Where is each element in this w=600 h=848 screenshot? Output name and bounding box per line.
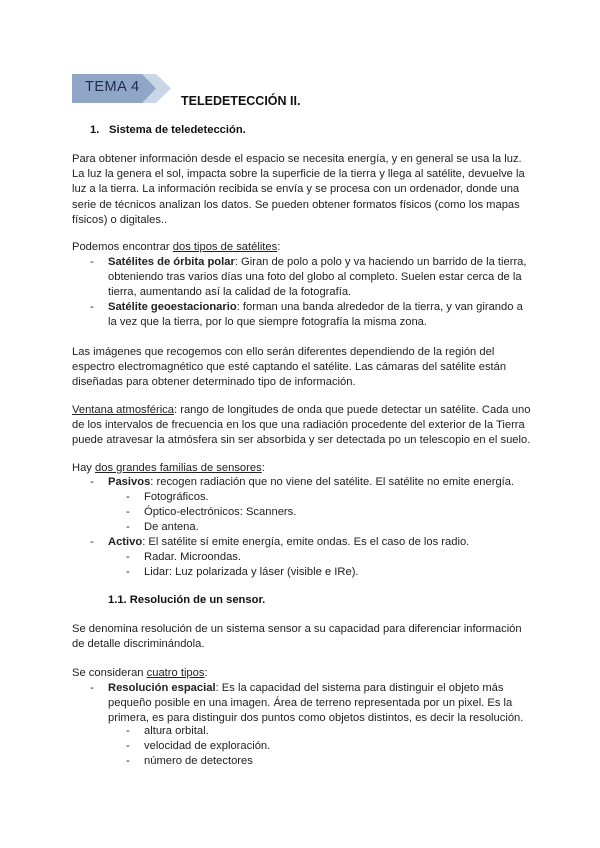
page-title: TELEDETECCIÓN II. bbox=[181, 94, 301, 108]
term-pasivos: Pasivos bbox=[108, 476, 151, 488]
sublist-item bbox=[126, 565, 359, 580]
sensors-link-text: dos grandes familias de sensores bbox=[95, 462, 262, 474]
sublist-text: Lidar: Luz polarizada y láser (visible e IRe). bbox=[144, 566, 359, 578]
satellites-lead bbox=[72, 240, 532, 255]
bullet-dash: - bbox=[126, 506, 130, 518]
sublist-item bbox=[126, 550, 241, 565]
term-activo: Activo bbox=[108, 536, 143, 548]
sublist-text: Óptico-electrónicos: Scanners. bbox=[144, 506, 297, 518]
bullet-dash: - bbox=[126, 740, 130, 752]
subsection-heading: 1.1. Resolución de un sensor. bbox=[108, 594, 266, 606]
list-item-espacial bbox=[90, 681, 530, 727]
bullet-dash: - bbox=[90, 682, 94, 694]
list-item-polar bbox=[90, 255, 530, 301]
sensors-colon: : bbox=[261, 462, 265, 474]
sublist-text: altura orbital. bbox=[144, 725, 209, 737]
text-polar: : Giran de polo a polo y va haciendo un barrido de la tierra, obteniendo tras varios días una foto del globo al completo. Suelen estar cerca de la tierra, aumentando así la calidad de la fotografía. bbox=[108, 256, 527, 299]
satellites-lead-text: Podemos encontrar bbox=[72, 241, 173, 253]
bullet-dash: - bbox=[126, 491, 130, 503]
tema-label: TEMA 4 bbox=[85, 79, 140, 95]
list-item-pasivos bbox=[90, 475, 530, 490]
term-geo: Satélite geoestacionario bbox=[108, 301, 237, 313]
sublist-item bbox=[126, 490, 209, 505]
sublist-item bbox=[126, 754, 253, 769]
sublist-text: De antena. bbox=[144, 521, 199, 533]
sublist-item bbox=[126, 505, 296, 520]
definition-paragraph: Se denomina resolución de un sistema sensor a su capacidad para diferenciar información de detalle discriminándola. bbox=[72, 623, 522, 651]
term-espacial: Resolución espacial bbox=[108, 682, 216, 694]
sublist-text: número de detectores bbox=[144, 755, 253, 767]
window-paragraph bbox=[72, 403, 532, 449]
bullet-dash: - bbox=[126, 755, 130, 767]
section-number: 1. bbox=[90, 124, 100, 136]
sublist-item bbox=[126, 520, 199, 535]
sublist-text: Radar. Microondas. bbox=[144, 551, 242, 563]
sublist-item bbox=[126, 739, 270, 754]
sensors-lead bbox=[72, 461, 532, 476]
sublist-item bbox=[126, 724, 209, 739]
intro-paragraph: Para obtener información desde el espacio se necesita energía, y en general se usa la luz. La luz la genera el sol, impacta sobre la superficie de la tierra y llega al satélite, devuelve la luz a la tierra. La información recibida se envía y se procesa con un ordenador, donde una serie de técnicos analizan los datos. Se pueden obtener formatos físicos (como los mapas físicos) o digitales.. bbox=[72, 153, 525, 226]
types-lead-text: Se consideran bbox=[72, 667, 147, 679]
satellites-colon: : bbox=[277, 241, 281, 253]
term-polar: Satélites de órbita polar bbox=[108, 256, 235, 268]
bullet-dash: - bbox=[126, 551, 130, 563]
sublist-text: Fotográficos. bbox=[144, 491, 209, 503]
bullet-dash: - bbox=[90, 301, 94, 313]
types-link-text: cuatro tipos bbox=[146, 667, 205, 679]
section-heading bbox=[90, 124, 246, 136]
text-activo: : El satélite sí emite energía, emite ondas. Es el caso de los radio. bbox=[142, 536, 470, 548]
bullet-dash: - bbox=[126, 566, 130, 578]
text-espacial: : Es la capacidad del sistema para distinguir el objeto más pequeño posible en una imagen. Área de terreno representada por un pixel. Es la primera, es para distinguir dos puntos como objetos distintos, es decir la resolución. bbox=[108, 682, 524, 725]
bullet-dash: - bbox=[90, 256, 94, 268]
text-geo: : forman una banda alrededor de la tierra, y van girando a la vez que la tierra, por lo que siempre fotografía la misma zona. bbox=[108, 301, 523, 329]
sensors-lead-text: Hay bbox=[72, 462, 96, 474]
types-colon: : bbox=[204, 667, 208, 679]
window-term: Ventana atmosférica bbox=[72, 404, 174, 416]
satellites-link-text: dos tipos de satélites bbox=[172, 241, 278, 253]
window-text: : rango de longitudes de onda que puede detectar un satélite. Cada uno de los intervalos de frecuencia en los que una radiación procedente del exterior de la Tierra puede atravesar la atmósfera sin ser absorbida y ser detectada po un telescopio en el suelo. bbox=[72, 404, 531, 447]
bullet-dash: - bbox=[126, 725, 130, 737]
list-item-activo bbox=[90, 535, 530, 550]
bullet-dash: - bbox=[90, 536, 94, 548]
sublist-text: velocidad de exploración. bbox=[144, 740, 271, 752]
types-lead bbox=[72, 666, 532, 681]
bullet-dash: - bbox=[126, 521, 130, 533]
tema-badge bbox=[72, 74, 172, 103]
list-item-geo bbox=[90, 300, 530, 330]
section-title: Sistema de teledetección. bbox=[109, 124, 246, 136]
text-pasivos: : recogen radiación que no viene del satélite. El satélite no emite energía. bbox=[150, 476, 515, 488]
bullet-dash: - bbox=[90, 476, 94, 488]
images-paragraph: Las imágenes que recogemos con ello serán diferentes dependiendo de la región del espectro electromagnético que esté captando el satélite. Las cámaras del satélite están diseñadas para obtener determinado tipo de información. bbox=[72, 346, 507, 389]
